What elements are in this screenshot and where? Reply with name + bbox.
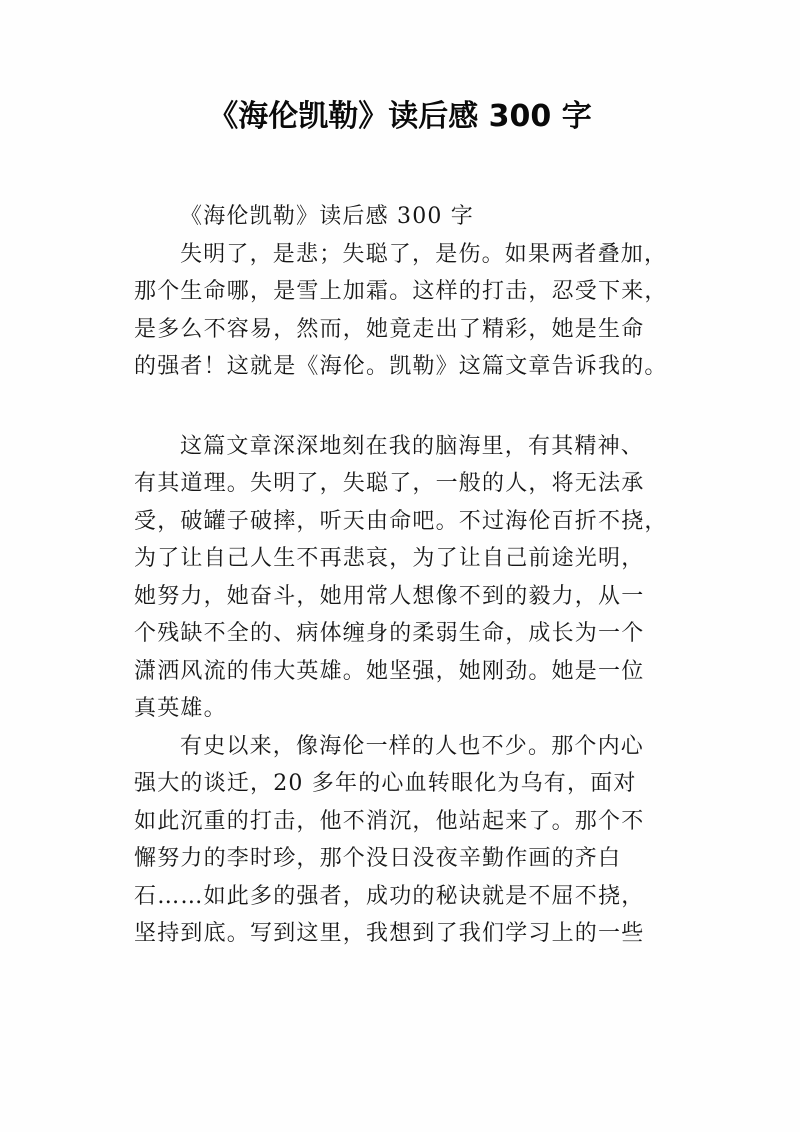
document-title: 《海伦凯勒》读后感 300 字 xyxy=(208,99,592,134)
paragraph-line: 潇洒风流的伟大英雄。她坚强，她刚劲。她是一位 xyxy=(134,658,645,684)
paragraph-line: 那个生命哪，是雪上加霜。这样的打击，忍受下来， xyxy=(134,279,668,304)
paragraph-line: 强大的谈迁，20 多年的心血转眼化为乌有，面对 xyxy=(134,771,637,796)
paragraph-2 xyxy=(134,428,674,728)
document-body xyxy=(134,198,674,953)
paragraph-line: 她努力，她奋斗，她用常人想像不到的毅力，从一 xyxy=(134,583,645,609)
document-subtitle: 《海伦凯勒》读后感 300 字 xyxy=(180,204,474,229)
paragraph-3 xyxy=(134,728,674,953)
paragraph-line: 受，破罐子破摔，听天由命吧。不过海伦百折不挠， xyxy=(134,508,668,534)
paragraph-line: 坚持到底。写到这里，我想到了我们学习上的一些 xyxy=(134,921,645,946)
paragraph-line: 这篇文章深深地刻在我的脑海里，有其精神、 xyxy=(180,433,645,459)
paragraph-line: 真英雄。 xyxy=(134,696,227,721)
paragraph-line: 懈努力的李时珍，那个没日没夜辛勤作画的齐白 xyxy=(134,846,622,871)
paragraph-line: 失明了，是悲；失聪了，是伤。如果两者叠加， xyxy=(180,241,668,267)
paragraph-spacer xyxy=(134,386,674,428)
paragraph-line: 如此沉重的打击，他不消沉，他站起来了。那个不 xyxy=(134,808,645,834)
paragraph-line: 石……如此多的强者，成功的秘诀就是不屈不挠， xyxy=(134,883,645,909)
paragraph-line: 是多么不容易，然而，她竟走出了精彩，她是生命 xyxy=(134,316,645,342)
paragraph-1 xyxy=(134,236,674,386)
paragraph-line: 为了让自己人生不再悲哀，为了让自己前途光明， xyxy=(134,546,645,571)
paragraph-line: 有其道理。失明了，失聪了，一般的人，将无法承 xyxy=(134,471,645,496)
paragraph-line: 有史以来，像海伦一样的人也不少。那个内心 xyxy=(180,733,645,759)
paragraph-line: 的强者！这就是《海伦。凯勒》这篇文章告诉我的。 xyxy=(134,354,668,379)
paragraph-line: 个残缺不全的、病体缠身的柔弱生命，成长为一个 xyxy=(134,621,645,646)
